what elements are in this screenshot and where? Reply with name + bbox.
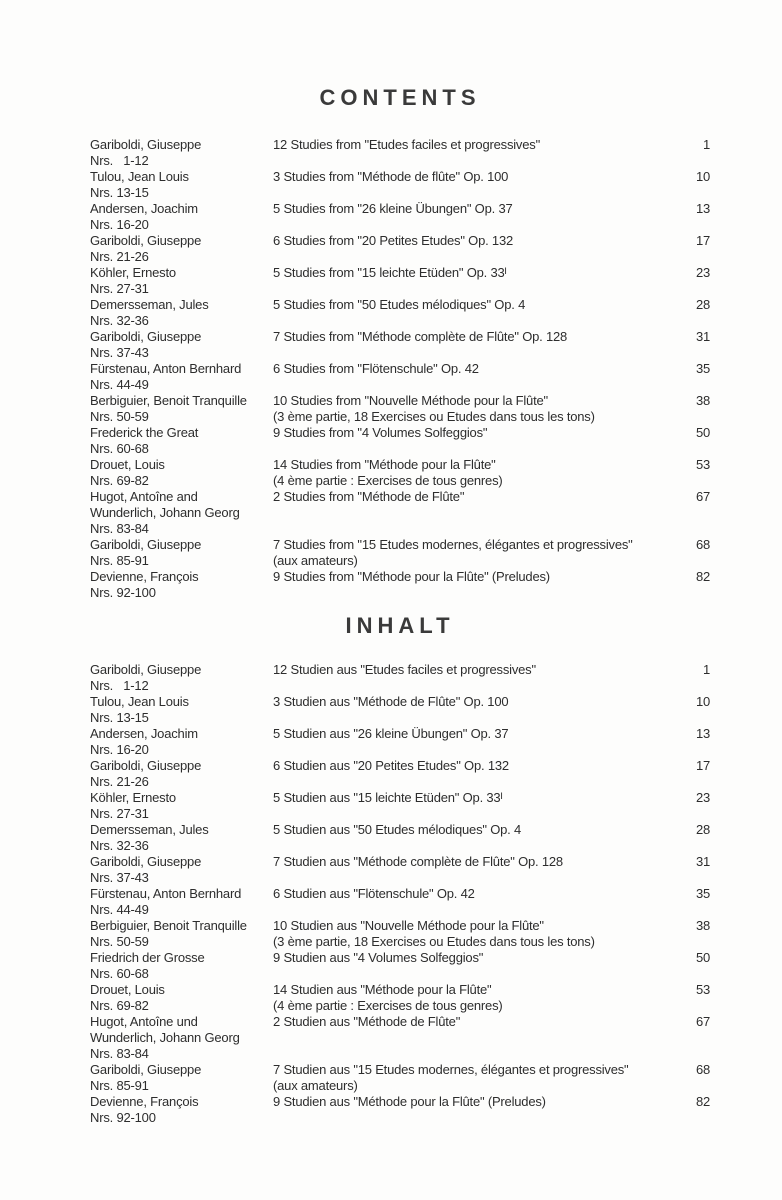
composer-name-line: Gariboldi, Giuseppe	[90, 1062, 202, 1077]
composer-name-line: Gariboldi, Giuseppe	[90, 329, 202, 344]
composer-numbers: Nrs. 13-15	[90, 710, 149, 725]
composer-numbers: Nrs. 69-82	[90, 473, 149, 488]
page-number: 28	[695, 297, 710, 312]
composer-name-line: Gariboldi, Giuseppe	[90, 854, 202, 869]
page-number: 10	[695, 694, 710, 709]
page-number: 68	[695, 537, 710, 552]
composer-cell	[90, 393, 273, 425]
composer-cell	[90, 662, 273, 694]
description-cell	[273, 329, 682, 345]
toc-row	[90, 489, 710, 537]
study-description-line: 10 Studien aus "Nouvelle Méthode pour la Flûte"	[273, 918, 544, 933]
toc-row	[90, 726, 710, 758]
study-description-line: 12 Studien aus "Etudes faciles et progressives"	[273, 662, 536, 677]
study-description-line: 3 Studies from "Méthode de flûte" Op. 100	[273, 169, 509, 184]
composer-name-line: Gariboldi, Giuseppe	[90, 662, 202, 677]
composer-name-line: Devienne, François	[90, 569, 199, 584]
study-description-line: 5 Studien aus "15 leichte Etüden" Op. 33ᴵ	[273, 790, 503, 805]
study-description-line: 5 Studies from "50 Etudes mélodiques" Op. 4	[273, 297, 526, 312]
study-description-line: (aux amateurs)	[273, 1078, 358, 1093]
toc-row	[90, 918, 710, 950]
composer-cell	[90, 361, 273, 393]
description-cell	[273, 886, 682, 902]
composer-cell	[90, 329, 273, 361]
page-number: 23	[695, 265, 710, 280]
page-number: 53	[695, 982, 710, 997]
composer-numbers: Nrs. 27-31	[90, 806, 149, 821]
page-number: 67	[695, 489, 710, 504]
page-number: 1	[702, 662, 710, 677]
description-cell	[273, 537, 682, 569]
description-cell	[273, 457, 682, 489]
composer-cell	[90, 537, 273, 569]
toc-row	[90, 425, 710, 457]
study-description-line: (4 ème partie : Exercises de tous genres)	[273, 998, 503, 1013]
composer-name-line: Köhler, Ernesto	[90, 265, 176, 280]
description-cell	[273, 489, 682, 505]
study-description-line: 12 Studies from "Etudes faciles et progressives"	[273, 137, 540, 152]
toc-row	[90, 329, 710, 361]
description-cell	[273, 982, 682, 1014]
description-cell	[273, 854, 682, 870]
composer-cell	[90, 457, 273, 489]
study-description-line: 5 Studien aus "50 Etudes mélodiques" Op. 4	[273, 822, 521, 837]
composer-numbers: Nrs. 16-20	[90, 217, 149, 232]
description-cell	[273, 1094, 682, 1110]
description-cell	[273, 425, 682, 441]
toc-row	[90, 265, 710, 297]
composer-cell	[90, 201, 273, 233]
description-cell	[273, 297, 682, 313]
description-cell	[273, 233, 682, 249]
composer-numbers: Nrs. 27-31	[90, 281, 149, 296]
description-cell	[273, 201, 682, 217]
study-description-line: 7 Studien aus "Méthode complète de Flûte" Op. 128	[273, 854, 563, 869]
study-description-line: (3 ème partie, 18 Exercises ou Etudes dans tous les tons)	[273, 409, 595, 424]
study-description-line: 7 Studies from "Méthode complète de Flûte" Op. 128	[273, 329, 568, 344]
page-number: 31	[695, 854, 710, 869]
study-description-line: 6 Studien aus "20 Petites Etudes" Op. 132	[273, 758, 509, 773]
toc-row	[90, 569, 710, 601]
page-number: 38	[695, 393, 710, 408]
description-cell	[273, 790, 682, 806]
composer-numbers: Nrs. 1-12	[90, 678, 149, 693]
description-cell	[273, 265, 682, 281]
page-number: 35	[695, 886, 710, 901]
composer-name-line: Friedrich der Grosse	[90, 950, 205, 965]
composer-numbers: Nrs. 37-43	[90, 870, 149, 885]
composer-name-line: Tulou, Jean Louis	[90, 169, 189, 184]
composer-name-line: Wunderlich, Johann Georg	[90, 505, 240, 520]
composer-cell	[90, 425, 273, 457]
composer-cell	[90, 886, 273, 918]
page-number: 17	[695, 233, 710, 248]
composer-cell	[90, 918, 273, 950]
composer-cell	[90, 726, 273, 758]
description-cell	[273, 822, 682, 838]
toc-row	[90, 662, 710, 694]
page-number: 50	[695, 425, 710, 440]
composer-numbers: Nrs. 69-82	[90, 998, 149, 1013]
contents-title: CONTENTS	[319, 85, 481, 110]
study-description-line: 7 Studien aus "15 Etudes modernes, élégantes et progressives"	[273, 1062, 629, 1077]
page-number: 82	[695, 1094, 710, 1109]
toc-row	[90, 982, 710, 1014]
toc-row	[90, 457, 710, 489]
composer-numbers: Nrs. 83-84	[90, 1046, 149, 1061]
page-number: 23	[695, 790, 710, 805]
toc-row	[90, 137, 710, 169]
toc-row	[90, 694, 710, 726]
composer-name-line: Andersen, Joachim	[90, 726, 198, 741]
toc-row	[90, 169, 710, 201]
page-number: 13	[695, 726, 710, 741]
study-description-line: 9 Studien aus "4 Volumes Solfeggios"	[273, 950, 484, 965]
composer-name-line: Gariboldi, Giuseppe	[90, 537, 202, 552]
study-description-line: 9 Studies from "Méthode pour la Flûte" (Preludes)	[273, 569, 550, 584]
composer-name-line: Gariboldi, Giuseppe	[90, 233, 202, 248]
study-description-line: 2 Studien aus "Méthode de Flûte"	[273, 1014, 461, 1029]
composer-name-line: Fürstenau, Anton Bernhard	[90, 361, 242, 376]
study-description-line: 14 Studien aus "Méthode pour la Flûte"	[273, 982, 492, 997]
composer-name-line: Drouet, Louis	[90, 982, 165, 997]
composer-cell	[90, 1062, 273, 1094]
description-cell	[273, 662, 682, 678]
composer-cell	[90, 169, 273, 201]
composer-name-line: Drouet, Louis	[90, 457, 165, 472]
composer-name-line: Andersen, Joachim	[90, 201, 198, 216]
study-description-line: 5 Studies from "26 kleine Übungen" Op. 37	[273, 201, 513, 216]
composer-cell	[90, 265, 273, 297]
composer-name-line: Wunderlich, Johann Georg	[90, 1030, 240, 1045]
composer-name-line: Hugot, Antoîne und	[90, 1014, 198, 1029]
toc-row	[90, 537, 710, 569]
description-cell	[273, 137, 682, 153]
study-description-line: 9 Studien aus "Méthode pour la Flûte" (Preludes)	[273, 1094, 546, 1109]
composer-cell	[90, 982, 273, 1014]
composer-numbers: Nrs. 92-100	[90, 585, 156, 600]
toc-row	[90, 393, 710, 425]
toc-row	[90, 361, 710, 393]
composer-name-line: Frederick the Great	[90, 425, 199, 440]
study-description-line: (aux amateurs)	[273, 553, 358, 568]
composer-numbers: Nrs. 85-91	[90, 1078, 149, 1093]
study-description-line: 6 Studies from "Flötenschule" Op. 42	[273, 361, 479, 376]
description-cell	[273, 361, 682, 377]
study-description-line: 2 Studies from "Méthode de Flûte"	[273, 489, 465, 504]
toc-row	[90, 297, 710, 329]
composer-numbers: Nrs. 32-36	[90, 313, 149, 328]
page-number: 50	[695, 950, 710, 965]
study-description-line: 3 Studien aus "Méthode de Flûte" Op. 100	[273, 694, 509, 709]
description-cell	[273, 393, 682, 425]
composer-cell	[90, 950, 273, 982]
description-cell	[273, 758, 682, 774]
composer-name-line: Demersseman, Jules	[90, 822, 209, 837]
composer-numbers: Nrs. 85-91	[90, 553, 149, 568]
toc-row	[90, 758, 710, 790]
composer-cell	[90, 758, 273, 790]
study-description-line: 6 Studies from "20 Petites Etudes" Op. 132	[273, 233, 514, 248]
page-number: 28	[695, 822, 710, 837]
study-description-line: 5 Studies from "15 leichte Etüden" Op. 33ᴵ	[273, 265, 507, 280]
composer-name-line: Köhler, Ernesto	[90, 790, 176, 805]
composer-name-line: Gariboldi, Giuseppe	[90, 758, 202, 773]
page-number: 13	[695, 201, 710, 216]
study-description-line: 14 Studies from "Méthode pour la Flûte"	[273, 457, 496, 472]
description-cell	[273, 1014, 682, 1030]
study-description-line: 6 Studien aus "Flötenschule" Op. 42	[273, 886, 475, 901]
composer-numbers: Nrs. 50-59	[90, 409, 149, 424]
description-cell	[273, 726, 682, 742]
page-number: 35	[695, 361, 710, 376]
page-number: 17	[695, 758, 710, 773]
composer-name-line: Berbiguier, Benoit Tranquille	[90, 393, 247, 408]
composer-numbers: Nrs. 92-100	[90, 1110, 156, 1125]
composer-numbers: Nrs. 83-84	[90, 521, 149, 536]
composer-numbers: Nrs. 21-26	[90, 249, 149, 264]
page-number: 68	[695, 1062, 710, 1077]
toc-row	[90, 1062, 710, 1094]
page-number: 10	[695, 169, 710, 184]
composer-numbers: Nrs. 13-15	[90, 185, 149, 200]
composer-numbers: Nrs. 37-43	[90, 345, 149, 360]
composer-numbers: Nrs. 60-68	[90, 966, 149, 981]
composer-numbers: Nrs. 1-12	[90, 153, 149, 168]
description-cell	[273, 169, 682, 185]
description-cell	[273, 694, 682, 710]
composer-numbers: Nrs. 44-49	[90, 377, 149, 392]
page-number: 31	[695, 329, 710, 344]
page-number: 38	[695, 918, 710, 933]
description-cell	[273, 918, 682, 950]
composer-cell	[90, 790, 273, 822]
page-number: 1	[702, 137, 710, 152]
composer-cell	[90, 1014, 273, 1062]
inhalt-title: INHALT	[345, 613, 455, 638]
composer-name-line: Hugot, Antoîne and	[90, 489, 198, 504]
toc-row	[90, 790, 710, 822]
toc-row	[90, 1094, 710, 1126]
composer-cell	[90, 854, 273, 886]
toc-row	[90, 950, 710, 982]
composer-numbers: Nrs. 50-59	[90, 934, 149, 949]
composer-cell	[90, 297, 273, 329]
description-cell	[273, 1062, 682, 1094]
toc-row	[90, 201, 710, 233]
toc-row	[90, 1014, 710, 1062]
composer-cell	[90, 489, 273, 537]
study-description-line: 7 Studies from "15 Etudes modernes, élégantes et progressives"	[273, 537, 633, 552]
composer-cell	[90, 569, 273, 601]
composer-numbers: Nrs. 21-26	[90, 774, 149, 789]
composer-numbers: Nrs. 32-36	[90, 838, 149, 853]
page-number: 67	[695, 1014, 710, 1029]
composer-name-line: Demersseman, Jules	[90, 297, 209, 312]
study-description-line: (3 ème partie, 18 Exercises ou Etudes dans tous les tons)	[273, 934, 595, 949]
study-description-line: 5 Studien aus "26 kleine Übungen" Op. 37	[273, 726, 509, 741]
toc-row	[90, 886, 710, 918]
composer-numbers: Nrs. 60-68	[90, 441, 149, 456]
study-description-line: 9 Studies from "4 Volumes Solfeggios"	[273, 425, 488, 440]
composer-numbers: Nrs. 16-20	[90, 742, 149, 757]
contents-section	[90, 137, 710, 601]
study-description-line: 10 Studies from "Nouvelle Méthode pour la Flûte"	[273, 393, 548, 408]
page-number: 82	[695, 569, 710, 584]
composer-name-line: Fürstenau, Anton Bernhard	[90, 886, 242, 901]
description-cell	[273, 950, 682, 966]
description-cell	[273, 569, 682, 585]
composer-cell	[90, 1094, 273, 1126]
toc-row	[90, 233, 710, 265]
toc-row	[90, 854, 710, 886]
composer-cell	[90, 822, 273, 854]
composer-numbers: Nrs. 44-49	[90, 902, 149, 917]
page-number: 53	[695, 457, 710, 472]
composer-name-line: Devienne, François	[90, 1094, 199, 1109]
composer-cell	[90, 233, 273, 265]
composer-name-line: Gariboldi, Giuseppe	[90, 137, 202, 152]
composer-cell	[90, 694, 273, 726]
composer-name-line: Tulou, Jean Louis	[90, 694, 189, 709]
study-description-line: (4 ème partie : Exercises de tous genres)	[273, 473, 503, 488]
toc-row	[90, 822, 710, 854]
composer-cell	[90, 137, 273, 169]
inhalt-section	[90, 662, 710, 1126]
composer-name-line: Berbiguier, Benoit Tranquille	[90, 918, 247, 933]
